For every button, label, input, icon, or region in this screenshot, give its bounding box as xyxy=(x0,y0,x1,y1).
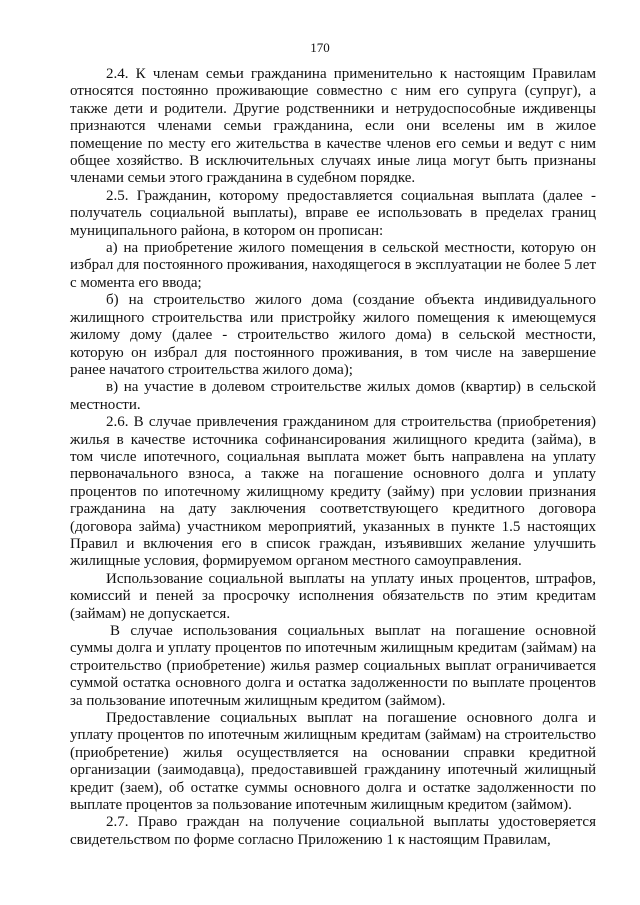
paragraph-2-6-certificate: Предоставление социальных выплат на погашение основного долга и уплату процентов по ипотечным жилищным кредитам (займам) на строительство (приобретение) жилья осуществляется на основании справки кредитной организации (заимодавца), предоставившей гражданину ипотечный жилищный кредит (заем), об остатке суммы основного долга и остатке задолженности по выплате процентов за пользование ипотечным жилищным кредитом (займом). xyxy=(70,710,596,814)
document-body xyxy=(70,66,596,849)
paragraph-2-5-b: б) на строительство жилого дома (создание объекта индивидуального жилищного строительства или пристройку жилого помещения к имеющемуся жилому дому (далее - строительство жилого дома) в сельской местности, которую он избрал для постоянного проживания, в том числе на завершение ранее начатого строительства жилого дома); xyxy=(70,292,596,378)
paragraph-2-5-a: а) на приобретение жилого помещения в сельской местности, которую он избрал для постоянного проживания, находящегося в эксплуатации не более 5 лет с момента его ввода; xyxy=(70,240,596,291)
paragraph-2-7: 2.7. Право граждан на получение социальной выплаты удостоверяется свидетельством по форме согласно Приложению 1 к настоящим Правилам, xyxy=(70,814,596,848)
paragraph-2-5-v: в) на участие в долевом строительстве жилых домов (квартир) в сельской местности. xyxy=(70,379,596,413)
paragraph-2-6: 2.6. В случае привлечения гражданином для строительства (приобретения) жилья в качестве источника софинансирования жилищного кредита (займа), в том числе ипотечного, социальная выплата может быть направлена на уплату первоначального взноса, а также на погашение основного долга и уплату процентов по ипотечному жилищному кредиту (займу) при условии признания гражданина на дату заключения соответствующего кредитного договора (договора займа) участником мероприятий, указанных в пункте 1.5 настоящих Правил и включения его в список граждан, изъявивших желание улучшить жилищные условия, формируемом органом местного самоуправления. xyxy=(70,414,596,570)
paragraph-2-6-limit: В случае использования социальных выплат на погашение основной суммы долга и уплату процентов по ипотечным жилищным кредитам (займам) на строительство (приобретение) жилья размер социальных выплат ограничивается суммой остатка основного долга и остатка задолженности по выплате процентов за пользование ипотечным жилищным кредитом (займом). xyxy=(70,623,596,709)
paragraph-2-6-interest: Использование социальной выплаты на уплату иных процентов, штрафов, комиссий и пеней за просрочку исполнения обязательств по этим кредитам (займам) не допускается. xyxy=(70,570,596,622)
paragraph-2-4: 2.4. К членам семьи гражданина применительно к настоящим Правилам относятся постоянно проживающие совместно с ним его супруга (супруг), а также дети и родители. Другие родственники и нетрудоспособные иждивенцы признаются членами семьи гражданина, если они вселены им в жилое помещение по месту его жительства в качестве членов его семьи и ведут с ним общее хозяйство. В исключительных случаях иные лица могут быть признаны членами семьи этого гражданина в судебном порядке. xyxy=(70,66,596,187)
paragraph-2-5: 2.5. Гражданин, которому предоставляется социальная выплата (далее - получатель социальной выплаты), вправе ее использовать в пределах границ муниципального района, в котором он прописан: xyxy=(70,187,596,239)
page-number: 170 xyxy=(310,40,330,55)
